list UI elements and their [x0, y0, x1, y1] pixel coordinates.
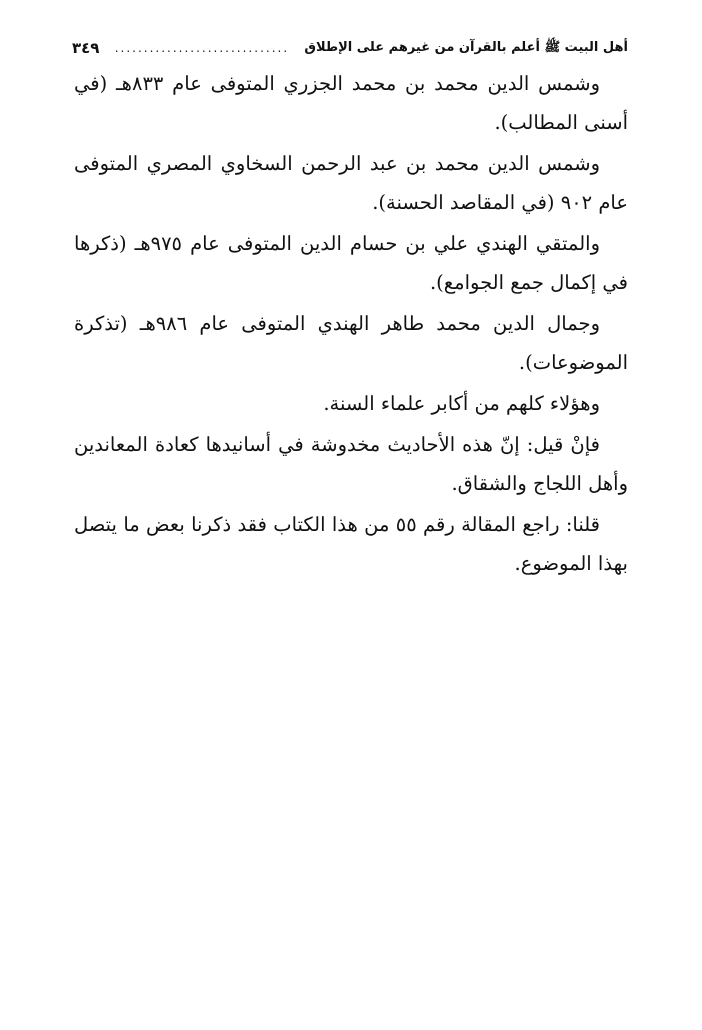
paragraph: قلنا: راجع المقالة رقم ٥٥ من هذا الكتاب فقد ذكرنا بعض ما يتصل بهذا الموضوع. — [74, 513, 628, 575]
body-text — [74, 64, 628, 585]
header-title: أهل البيت ﷺ أعلم بالقرآن من غيرهم على الإطلاق — [304, 40, 628, 55]
paragraph: والمتقي الهندي علي بن حسام الدين المتوفى عام ٩٧٥هـ (ذكرها في إكمال جمع الجوامع). — [74, 232, 628, 294]
paragraph: فإنْ قيل: إنّ هذه الأحاديث مخدوشة في أسانيدها كعادة المعاندين وأهل اللجاج والشقاق. — [74, 433, 628, 495]
paragraph: وشمس الدين محمد بن محمد الجزري المتوفى عام ٨٣٣هـ (في أسنى المطالب). — [74, 72, 628, 134]
paragraph: وشمس الدين محمد بن عبد الرحمن السخاوي المصري المتوفى عام ٩٠٢ (في المقاصد الحسنة). — [74, 152, 628, 214]
paragraph: وهؤلاء كلهم من أكابر علماء السنة. — [323, 392, 600, 415]
header-leader-dots: .............................. — [114, 41, 290, 55]
running-header — [72, 30, 628, 58]
page-number: ٣٤٩ — [72, 39, 100, 57]
paragraph: وجمال الدين محمد طاهر الهندي المتوفى عام ٩٨٦هـ (تذكرة الموضوعات). — [74, 312, 628, 374]
